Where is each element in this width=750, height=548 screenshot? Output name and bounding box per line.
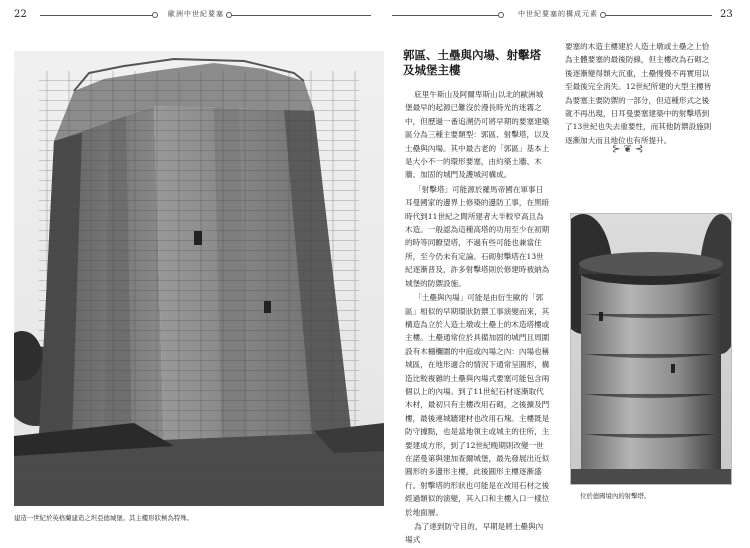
tower-photo [570, 213, 732, 485]
paragraph: 「射擊塔」可能源於羅馬帝國在軍事日耳曼國家的邊界上修築的邊防工事，在黑暗時代到11世紀之間所建者大半較窄高且為木造。一般認為這種高塔的功用至少在初期的時等同瞭望塔，不過有些可能也兼當住所，至今仍未有定論。石砌射擊塔在13世紀逐漸普及，許多射擊塔則於修建時被納為城堡的防禦設施。 [405, 184, 550, 288]
right-running-header: 中世紀要塞的構成元素 [518, 10, 598, 18]
left-running-header: 歐洲中世紀要塞 [168, 10, 224, 18]
left-header-ornament-right [226, 12, 371, 18]
body-column-2 [565, 40, 715, 147]
right-header-ornament-right [600, 12, 712, 18]
keep-photo [14, 51, 384, 506]
left-page-number: 22 [14, 9, 27, 20]
section-title: 郭區、土壘與內場、射擊塔及城堡主樓 [403, 48, 541, 77]
tower-illustration [571, 214, 731, 484]
left-photo-caption: 建造一世紀於英格蘭建造之坦亞德城堡。其主樓形狀極為特殊。 [14, 514, 193, 522]
paragraph: 為了達到防守目的，早期是將土壘與內場式 [405, 522, 544, 545]
paragraph: 「土壘與內場」可能是由衍生歐的「郭區」相似的早期環狀防禦工事演變而來，其構造為立於人造土墩或土壘上的木造塔樓或主樓。土壘通常位於具備加固的城門且周圍設有木柵欄圍的中庭或內場之內：內場也稱城區，在地形適合的情況下通常呈圓形，構造比較複雜的土壘與內場式要塞可能包含兩個以上的內場。到了11世紀石材逐漸取代木材，最初只有主樓改用石砌，之後擴及門樓，最後連城牆建材也改用石塊。主樓既是防守據點，也是當地領主或城主的住所，主要建成方形，到了12世紀晚期則改變一世在諾曼第與建加查爾城堡，最先發展出近似圓形的多邊形主樓，此後圓形主樓逐漸盛行。射擊塔的形狀也可能是在改用石材之後經過類似的演變，其入口和主樓入口一樣位於地面層。 [405, 293, 550, 517]
left-header-ornament [40, 12, 160, 18]
right-header-ornament [392, 12, 504, 18]
flourish-ornament: ⊱ ❦ ⊰ [612, 144, 644, 155]
paragraph: 庇里牛斯山及阿爾卑斯山以北的歐洲城堡最早的起源已難沒於漫長時光的迷霧之中，但歷過一番追溯仍可將早期的要塞建築區分為三種主要類型：郭區、射擊塔，以及土壘與內場。其中最古老的「郭區」基本上是大小不一的環形要塞，由約築土牆、木牆、加固的城門及護城河構成。 [405, 90, 550, 180]
right-page-number: 23 [720, 9, 733, 20]
keep-illustration [14, 51, 384, 506]
paragraph: 要塞的木造主樓建於人造土墩或土壘之上恰為主體要塞的最後防線，但主樓改為石砌之後逐漸變得頹大沉重，土壘慢慢不再實用以至最後完全消失。12世紀所建的大型主樓皆為要塞主要防禦的一部分，但這種形式之後就不再出現，日耳曼要塞建築中的射擊塔到了13世紀也失去重要性，而其他防禦設施則逐漸加大而且地位也有所提升。 [565, 42, 712, 145]
right-photo-caption: 位於德國境內的射擊塔。 [580, 492, 651, 500]
body-column-1 [405, 88, 550, 548]
